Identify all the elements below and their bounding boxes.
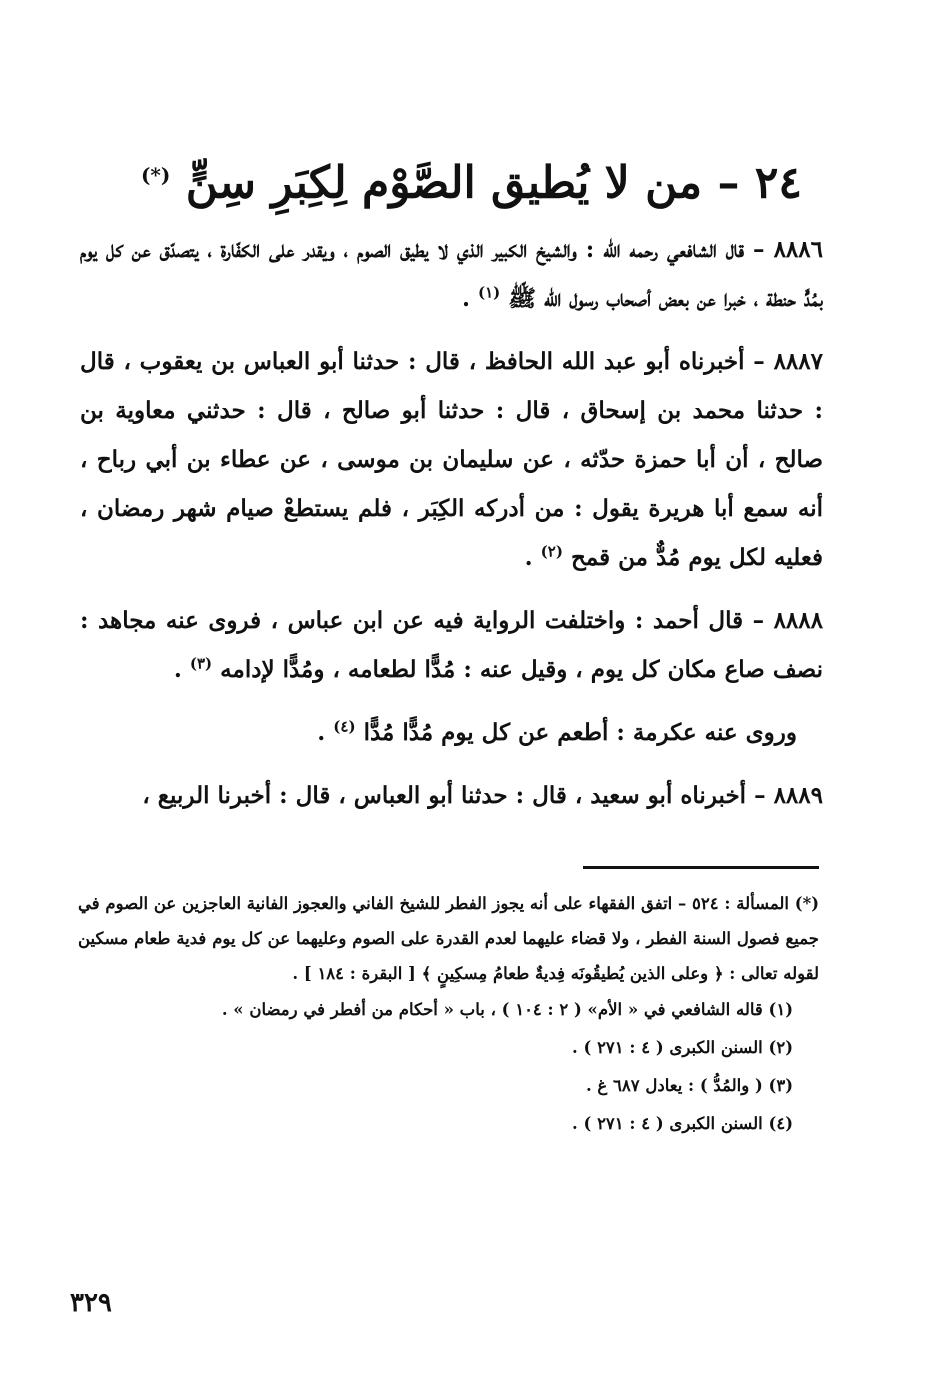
paragraph-text: ٨٨٨٧ – أخبرناه أبو عبد الله الحافظ ، قال : حدثنا أبو العباس بن يعقوب ، قال : حدثنا محمد بن إسحاق ، قال : حدثنا أبو صالح ، قال : حدثني معاوية بن صالح ، أن أبا حمزة حدّثه ، عن سليمان بن موسى ، عن عطاء بن أبي رباح ، أنه سمع أبا هريرة يقول : من أدركه الكِبَر ، فلم يستطعْ صيام شهر رمضان ، فعليه لكل يوم مُدٌّ من قمح [80, 348, 823, 571]
footnote-divider [583, 866, 819, 869]
footnote-ref: (٢) [540, 542, 563, 561]
footnotes [78, 886, 819, 1143]
paragraph-ikrimah [80, 708, 823, 757]
main-text [80, 225, 823, 820]
paragraph-8888 [80, 596, 823, 694]
paragraph-8889 [80, 771, 823, 820]
chapter-title-text: ٢٤ – من لا يُطيق الصَّوْم لِكِبَرِ سِنٍّ [185, 157, 803, 209]
chapter-title [80, 140, 863, 210]
footnote-ref: (١) [477, 283, 501, 302]
chapter-title-marker: (*) [140, 163, 171, 187]
paragraph-text: ٨٨٨٩ – أخبرناه أبو سعيد ، قال : حدثنا أبو العباس ، قال : أخبرنا الربيع ، [142, 782, 823, 809]
paragraph-text: ٨٨٨٨ – قال أحمد : واختلفت الرواية فيه عن ابن عباس ، فروى عنه مجاهد : نصف صاع مكان كل يوم ، وقيل عنه : مُدًّا لطعامه ، ومُدًّا لإدامه [80, 607, 823, 683]
paragraph-end: . [524, 544, 533, 571]
page-number: ٣٢٩ [70, 1288, 112, 1318]
paragraph-end: . [461, 285, 470, 312]
footnote-2: (٢) السنن الكبرى ( ٤ : ٢٧١ ) . [572, 1038, 793, 1057]
paragraph-text: وروى عنه عكرمة : أطعم عن كل يوم مُدًّا مُدًّا [363, 719, 797, 746]
footnote-1: (١) قاله الشافعي في « الأم» ( ٢ : ١٠٤ ) ، باب « أحكام من أفطر في رمضان » . [221, 1000, 793, 1019]
paragraph-8887 [80, 337, 823, 582]
footnote-4: (٤) السنن الكبرى ( ٤ : ٢٧١ ) . [572, 1114, 793, 1133]
paragraph-end: . [317, 719, 326, 746]
footnote-3: (٣) ( والمُدُّ ) : يعادل ٦٨٧ غ . [585, 1076, 793, 1095]
footnote-star: (*) المسألة : ٥٢٤ – اتفق الفقهاء على أنه يجوز الفطر للشيخ الفاني والعجوز الفانية العاجزين عن الصوم في جميع فصول السنة الفطر ، ولا قضاء عليهما لعدم القدرة على الصوم وعليهما عن كل يوم فدية طعام مسكين لقوله تعالى : ﴿ وعلى الذين يُطيقُونَه فِديةٌ طعامُ مِسكِينٍ ﴾ [ البقرة : ١٨٤ ] . [78, 894, 820, 983]
footnote-ref: (٤) [333, 717, 356, 736]
paragraph-end: . [173, 656, 182, 683]
paragraph-8886 [80, 225, 823, 323]
footnote-ref: (٣) [189, 654, 213, 673]
paragraph-text: ٨٨٨٦ – قال الشافعي رحمه الله : والشيخ الكبير الذي لا يطيق الصوم ، ويقدر على الكفّارة ، يتصدّق عن كل يوم بمُدٍّ حنطة ، خبرا عن بعض أصحاب رسول الله ﷺ [80, 236, 823, 312]
